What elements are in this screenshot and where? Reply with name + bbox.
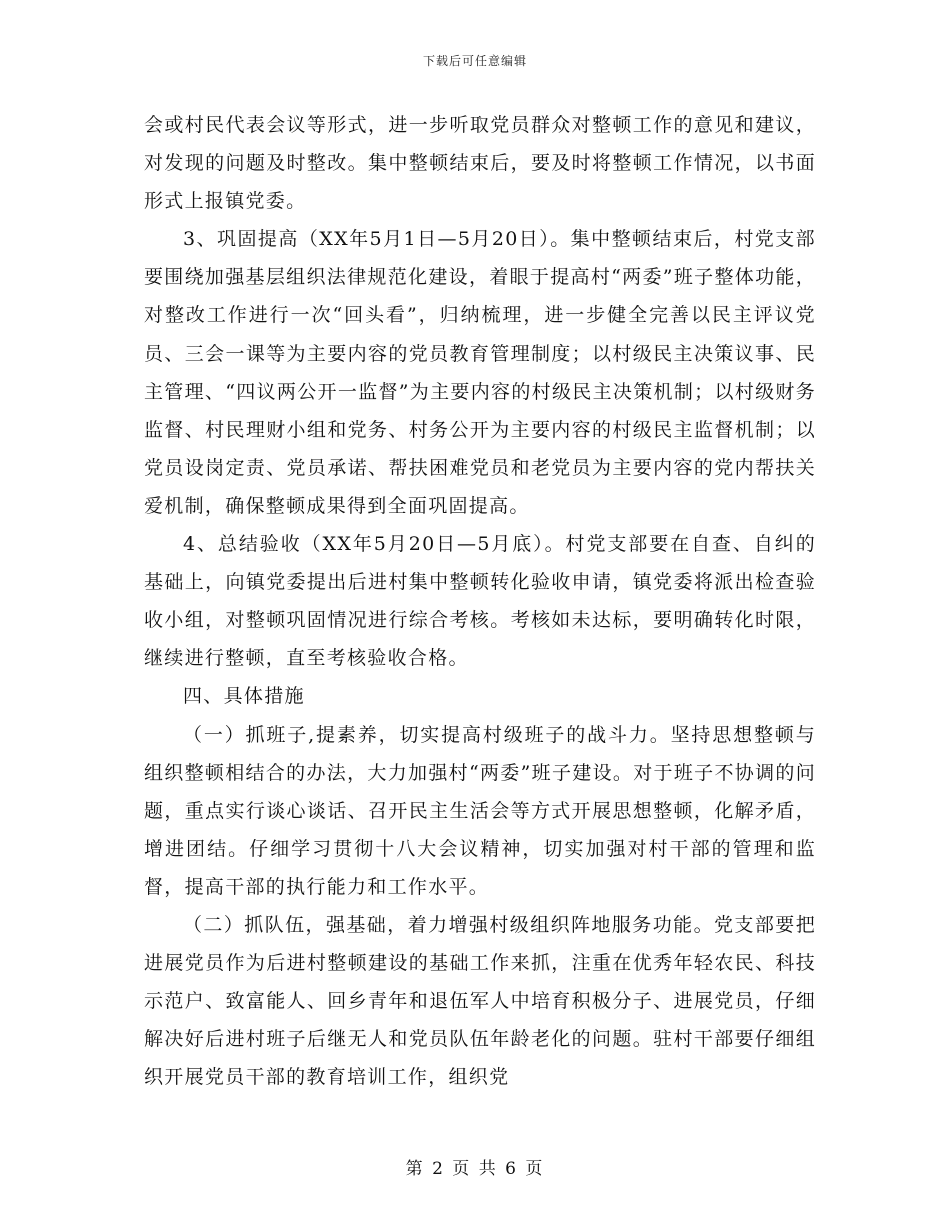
paragraph-continuation: 会或村民代表会议等形式，进一步听取党员群众对整顿工作的意见和建议，对发现的问题及时整改。集中整顿结束后，要及时将整顿工作情况，以书面形式上报镇党委。	[144, 114, 816, 213]
page-header-note: 下载后可任意编辑	[422, 54, 527, 68]
paragraph-consolidate: 3、巩固提高（XX年5月1日—5月20日）。集中整顿结束后，村党支部要围绕加强基层组织法律规范化建设，着眼于提高村“两委”班子整体功能，对整改工作进行一次“回头看”，归纳梳理，进一步健全完善以民主评议党员、三会一课等为主要内容的党员教育管理制度；以村级民主决策议事、民主管理、“四议两公开一监督”为主要内容的村级民主决策机制；以村级财务监督、村民理财小组和党务、村务公开为主要内容的村级民主监督机制；以党员设岗定责、党员承诺、帮扶困难党员和老党员为主要内容的党内帮扶关爱机制，确保整顿成果得到全面巩固提高。	[144, 228, 816, 517]
paragraph-acceptance: 4、总结验收（XX年5月20日—5月底）。村党支部要在自查、自纠的基础上，向镇党委提出后进村集中整顿转化验收申请，镇党委将派出检查验收小组，对整顿巩固情况进行综合考核。考核如未达标，要明确转化时限，继续进行整顿，直至考核验收合格。	[144, 533, 816, 670]
section-heading-measures: 四、具体措施	[183, 685, 305, 708]
paragraph-measure-two: （二）抓队伍，强基础，着力增强村级组织阵地服务功能。党支部要把进展党员作为后进村整顿建设的基础工作来抓，注重在优秀年轻农民、科技示范户、致富能人、回乡青年和退伍军人中培育积极分子、进展党员，仔细解决好后进村班子后继无人和党员队伍年龄老化的问题。驻村干部要仔细组织开展党员干部的教育培训工作，组织党	[144, 913, 816, 1089]
paragraph-measure-one: （一）抓班子,提素养，切实提高村级班子的战斗力。坚持思想整顿与组织整顿相结合的办法，大力加强村“两委”班子建设。对于班子不协调的问题，重点实行谈心谈话、召开民主生活会等方式开展思想整顿，化解矛盾，增进团结。仔细学习贯彻十八大会议精神，切实加强对村干部的管理和监督，提高干部的执行能力和工作水平。	[144, 723, 816, 898]
page-number-footer: 第 2 页 共 6 页	[405, 1159, 545, 1179]
document-body	[144, 106, 816, 1096]
